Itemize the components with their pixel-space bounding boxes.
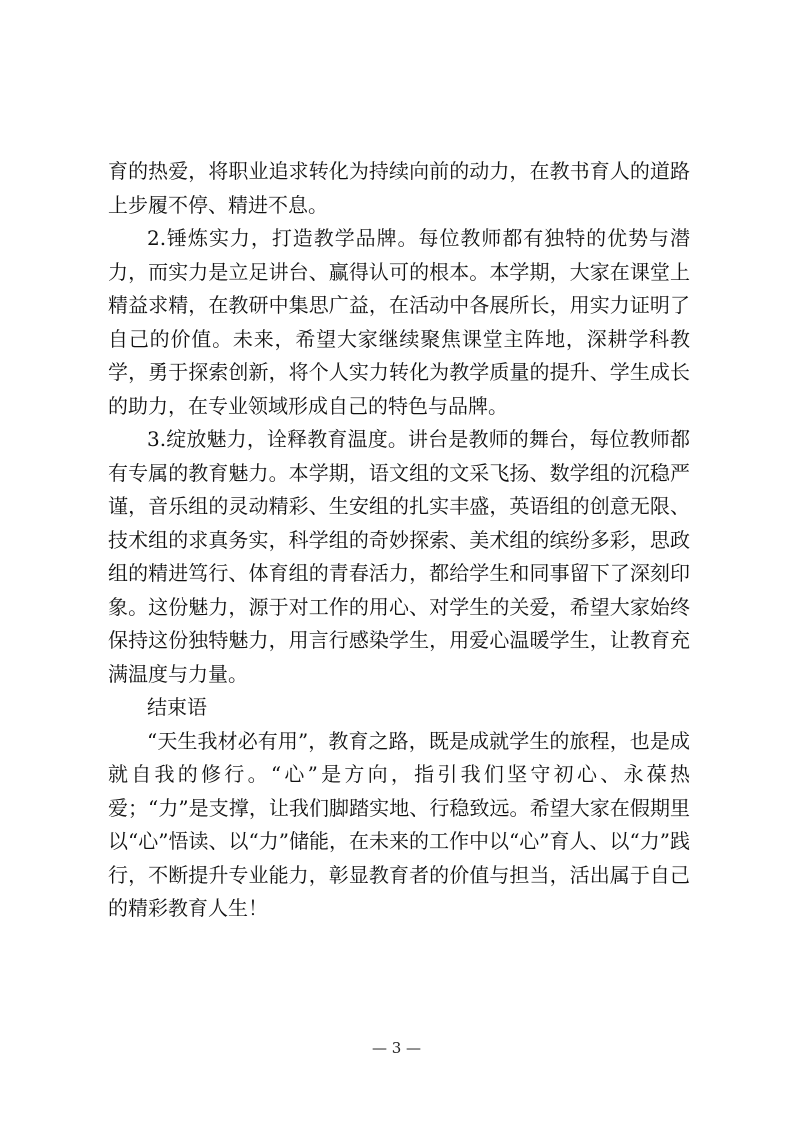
paragraph-point-3: 3.绽放魅力，诠释教育温度。讲台是教师的舞台，每位教师都有专属的教育魅力。本学期，语文组的文采飞扬、数学组的沉稳严谨，音乐组的灵动精彩、生安组的扎实丰盛，英语组的创意无限、技术组的求真务实，科学组的奇妙探索、美术组的缤纷多彩，思政组的精进笃行、体育组的青春活力，都给学生和同事留下了深刻印象。这份魅力，源于对工作的用心、对学生的关爱，希望大家始终保持这份独特魅力，用言行感染学生，用爱心温暖学生，让教育充满温度与力量。 <box>108 427 690 686</box>
document-body <box>108 155 690 926</box>
paragraph-point-2: 2.锤炼实力，打造教学品牌。每位教师都有独特的优势与潜力，而实力是立足讲台、赢得认可的根本。本学期，大家在课堂上精益求精，在教研中集思广益，在活动中各展所长，用实力证明了自己的价值。未来，希望大家继续聚焦课堂主阵地，深耕学科教学，勇于探索创新，将个人实力转化为教学质量的提升、学生成长的助力，在专业领域形成自己的特色与品牌。 <box>108 226 690 418</box>
closing-heading: 结束语 <box>147 695 207 719</box>
page-number: — 3 — <box>371 1039 422 1057</box>
paragraph-continuation: 育的热爱，将职业追求转化为持续向前的动力，在教书育人的道路上步履不停、精进不息。 <box>108 159 690 217</box>
paragraph-closing: “天生我材必有用”，教育之路，既是成就学生的旅程，也是成就自我的修行。“心”是方向，指引我们坚守初心、永葆热爱；“力”是支撑，让我们脚踏实地、行稳致远。希望大家在假期里以“心”悟读、以“力”储能，在未来的工作中以“心”育人、以“力”践行，不断提升专业能力，彰显教育者的价值与担当，活出属于自己的精彩教育人生！ <box>108 728 690 920</box>
